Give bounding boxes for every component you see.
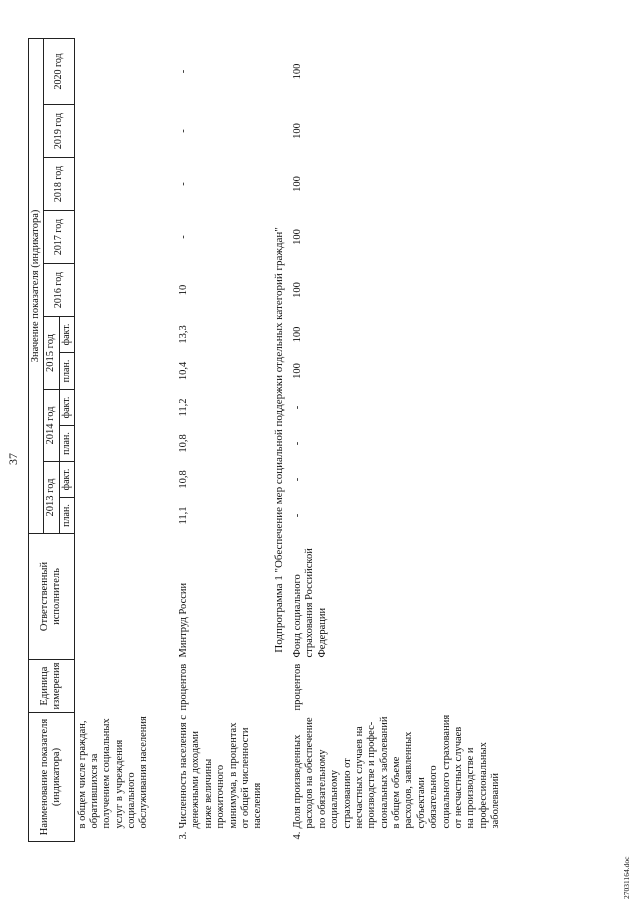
- cell-2017: [74, 210, 176, 263]
- plan-header-2013: план.: [59, 497, 74, 533]
- fact-header-2015: факт.: [59, 316, 74, 352]
- year-header-2020: 2020 год: [44, 38, 74, 104]
- cell-2015-fact: 100: [292, 326, 304, 343]
- cell-2016: 100: [292, 282, 304, 298]
- cell-2018: [74, 157, 176, 210]
- year-header-2016: 2016 год: [44, 263, 74, 316]
- plan-header-2015: план.: [59, 352, 74, 389]
- col-header-unit: Единица измерения: [29, 659, 75, 712]
- subprogram-row: [268, 38, 290, 841]
- cell-2020: [74, 38, 176, 104]
- cell-2013-fact: [74, 461, 176, 497]
- year-header-2019: 2019 год: [44, 104, 74, 157]
- subprogram-title: Подпрограмма 1 "Обеспечение мер социальной поддержки отдельных категорий граждан": [273, 227, 286, 653]
- row-number: [74, 831, 176, 842]
- cell-2013-fact: 10,8: [178, 470, 190, 489]
- row-unit: [74, 659, 176, 712]
- fact-header-2014: факт.: [59, 389, 74, 425]
- cell-2015-plan: [74, 352, 176, 389]
- cell-2018: 100: [292, 176, 304, 192]
- table-row: [176, 38, 268, 841]
- cell-2019: [74, 104, 176, 157]
- year-header-2014: 2014 год: [44, 389, 59, 461]
- cell-2014-plan: -: [292, 441, 304, 446]
- cell-2014-plan: 10,8: [178, 434, 190, 453]
- table-row: [74, 38, 176, 841]
- row-number: 3.: [178, 831, 190, 840]
- cell-2014-fact: [74, 389, 176, 425]
- year-header-2018: 2018 год: [44, 157, 74, 210]
- year-header-2017: 2017 год: [44, 210, 74, 263]
- cell-2015-plan: 10,4: [178, 361, 190, 381]
- cell-2016: [74, 263, 176, 316]
- cell-2014-fact: -: [292, 405, 304, 410]
- footer-filename: 27031164.doc: [622, 856, 631, 899]
- cell-2018: -: [178, 182, 190, 186]
- indicator-table: [28, 38, 504, 842]
- row-unit: процентов: [178, 663, 190, 711]
- cell-2014-fact: 11,2: [178, 398, 190, 417]
- row-name: Численность населения с денежными доходами ниже величины прожиточного минимума, в процентах от общей численности населения: [178, 715, 264, 829]
- cell-2017: 100: [292, 229, 304, 245]
- cell-2015-plan: 100: [292, 363, 304, 379]
- cell-2017: -: [178, 235, 190, 239]
- cell-2020: 100: [292, 63, 304, 80]
- cell-2016: 10: [178, 284, 190, 296]
- row-executor: Минтруд России: [178, 582, 190, 658]
- cell-2013-plan: [74, 497, 176, 533]
- row-executor: Фонд социального страхования Российской Федерации: [292, 548, 328, 658]
- cell-2013-plan: 11,1: [178, 506, 190, 525]
- cell-2019: -: [178, 129, 190, 133]
- year-header-2015: 2015 год: [44, 316, 59, 389]
- cell-2015-fact: [74, 316, 176, 352]
- row-name: Доля произведенных расходов на обеспечение по обязательному социальному страхованию от несчастных случаев на производстве и профес-сиональных заболеваний в общем объеме расходов, заявленных субъектами обязательного социального страхования от несчастных случаев на производстве и профессиональных заболеваний: [292, 714, 502, 829]
- page-number: 37: [6, 453, 20, 465]
- row-unit: процентов: [292, 663, 304, 711]
- cell-2019: 100: [292, 123, 304, 139]
- col-header-values: Значение показателя (индикатора): [29, 38, 44, 533]
- col-header-executor: Ответственный исполнитель: [29, 533, 75, 659]
- row-number: 4.: [292, 831, 304, 840]
- row-executor: [74, 533, 176, 659]
- cell-2015-fact: 13,3: [178, 325, 190, 344]
- cell-2020: -: [178, 69, 190, 74]
- plan-header-2014: план.: [59, 425, 74, 461]
- col-header-name: Наименование показателя (индикатора): [29, 712, 75, 841]
- cell-2014-plan: [74, 425, 176, 461]
- row-name: в общем числе граждан, обратившихся за получением социальных услуг в учреждения социального обслуживания населения: [76, 716, 150, 829]
- table-row: [290, 38, 504, 841]
- cell-2013-fact: -: [292, 477, 304, 482]
- cell-2013-plan: -: [292, 513, 304, 518]
- year-header-2013: 2013 год: [44, 461, 59, 533]
- fact-header-2013: факт.: [59, 461, 74, 497]
